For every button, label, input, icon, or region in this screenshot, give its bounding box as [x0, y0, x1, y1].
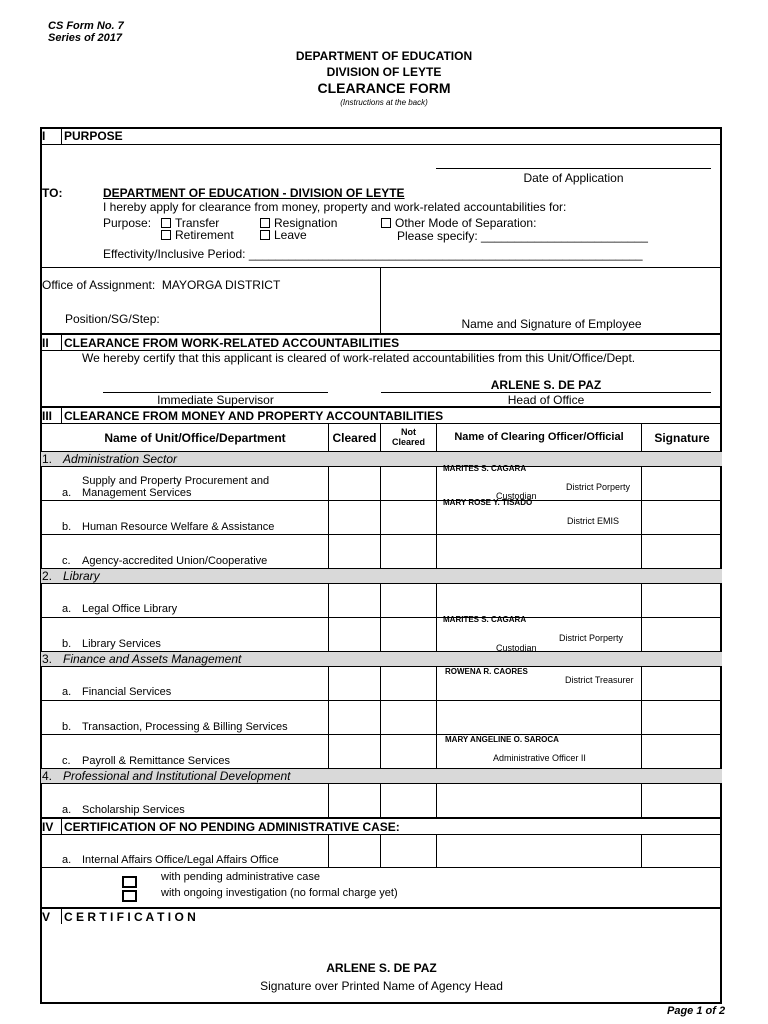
row-supply-property-letter: a.	[62, 487, 72, 499]
section-i-title: PURPOSE	[64, 129, 123, 143]
row-transaction-billing: Transaction, Processing & Billing Services	[82, 721, 288, 733]
leave-checkbox[interactable]	[260, 230, 270, 240]
officer-supply-position-2: Custodian	[496, 491, 537, 501]
officer-financial-name: ROWENA R. CAORES	[445, 667, 528, 676]
ongoing-investigation-label: with ongoing investigation (no formal charge yet)	[161, 887, 398, 899]
row-transaction-letter: b.	[62, 721, 72, 733]
column-header-cleared: Cleared	[332, 431, 377, 445]
head-of-office-name: ARLENE S. DE PAZ	[490, 378, 602, 392]
row-internal-affairs-letter: a.	[62, 854, 72, 866]
officer-payroll-name: MARY ANGELINE O. SAROCA	[445, 735, 559, 744]
section-v-number: V	[42, 910, 51, 924]
purpose-transfer[interactable]: Transfer	[161, 216, 219, 230]
officer-library-position-2: Custodian	[496, 643, 537, 653]
division-heading: DIVISION OF LEYTE	[326, 65, 442, 79]
section-iv-number: IV	[42, 820, 54, 834]
purpose-leave[interactable]: Leave	[260, 228, 307, 242]
officer-supply-position: District Porperty	[566, 482, 631, 492]
employee-signature-label: Name and Signature of Employee	[461, 317, 642, 331]
officer-payroll-position: Administrative Officer II	[493, 753, 586, 763]
transfer-checkbox[interactable]	[161, 218, 171, 228]
row-hr-letter: b.	[62, 521, 72, 533]
purpose-resignation[interactable]: Resignation	[260, 216, 337, 230]
instructions-note: (Instructions at the back)	[340, 98, 428, 107]
row-scholarship-letter: a.	[62, 804, 72, 816]
sector-3-number: 3.	[42, 652, 53, 666]
column-header-unit: Name of Unit/Office/Department	[104, 431, 286, 445]
row-financial-services: Financial Services	[82, 686, 172, 698]
form-number: CS Form No. 7	[48, 20, 124, 32]
sector-2-number: 2.	[42, 569, 53, 583]
row-legal-library-letter: a.	[62, 603, 72, 615]
column-header-signature: Signature	[654, 431, 710, 445]
officer-hr-position: District EMIS	[567, 516, 620, 526]
row-payroll-remittance: Payroll & Remittance Services	[82, 755, 230, 767]
other-mode-checkbox[interactable]	[381, 218, 391, 228]
date-of-application-label: Date of Application	[523, 171, 624, 185]
purpose-other[interactable]: Other Mode of Separation:	[381, 216, 536, 230]
page-number: Page 1 of 2	[667, 1005, 726, 1017]
sector-finance: Finance and Assets Management	[63, 652, 242, 666]
section-ii-number: II	[42, 336, 49, 350]
sector-professional-dev: Professional and Institutional Development	[63, 769, 291, 783]
purpose-label: Purpose:	[103, 216, 152, 230]
row-library-services: Library Services	[82, 638, 161, 650]
officer-hr-name: MARY ROSE Y. TISADO	[443, 498, 533, 507]
section-iii-title: CLEARANCE FROM MONEY AND PROPERTY ACCOUNTABILITIES	[64, 409, 444, 423]
agency-head-signature-label: Signature over Printed Name of Agency Head	[260, 979, 503, 993]
section-ii-title: CLEARANCE FROM WORK-RELATED ACCOUNTABILITIES	[64, 336, 400, 350]
sector-1-number: 1.	[42, 452, 53, 466]
row-legal-library: Legal Office Library	[82, 603, 178, 615]
row-financial-letter: a.	[62, 686, 72, 698]
section-iv-title: CERTIFICATION OF NO PENDING ADMINISTRATIVE CASE:	[64, 820, 400, 834]
row-hr-welfare: Human Resource Welfare & Assistance	[82, 521, 275, 533]
row-scholarship-services: Scholarship Services	[82, 804, 185, 816]
immediate-supervisor-label: Immediate Supervisor	[157, 393, 274, 407]
head-of-office-label: Head of Office	[507, 393, 585, 407]
sector-administration: Administration Sector	[63, 452, 178, 466]
ongoing-investigation-checkbox[interactable]	[122, 890, 137, 902]
officer-library-position: District Porperty	[559, 633, 624, 643]
position-sg-step-label: Position/SG/Step:	[65, 312, 160, 326]
section-i-number: I	[42, 129, 46, 143]
row-union-coop: Agency-accredited Union/Cooperative	[82, 555, 268, 567]
section-v-title: C E R T I F I C A T I O N	[64, 910, 196, 924]
form-series: Series of 2017	[48, 32, 122, 44]
form-title: CLEARANCE FORM	[317, 80, 451, 96]
row-union-letter: c.	[62, 555, 71, 567]
row-internal-affairs: Internal Affairs Office/Legal Affairs Office	[82, 854, 279, 866]
apply-statement: I hereby apply for clearance from money, property and work-related accountabilities for:	[103, 200, 567, 214]
work-clearance-certify: We hereby certify that this applicant is cleared of work-related accountabilities from this Unit/Office/Dept.	[82, 351, 636, 365]
pending-case-checkbox[interactable]	[122, 876, 137, 888]
column-header-not-cleared: Not Cleared	[391, 427, 426, 447]
row-payroll-letter: c.	[62, 755, 71, 767]
officer-supply-name: MARITES S. CAGARA	[443, 464, 527, 473]
pending-case-label: with pending administrative case	[161, 871, 320, 883]
officer-library-name: MARITES S. CAGARA	[443, 615, 527, 624]
officer-financial-position: District Treasurer	[565, 675, 634, 685]
to-label: TO:	[42, 186, 63, 200]
row-library-services-letter: b.	[62, 638, 72, 650]
row-supply-property-line1: Supply and Property Procurement and	[82, 475, 270, 487]
agency-head-name: ARLENE S. DE PAZ	[326, 961, 437, 975]
to-value: DEPARTMENT OF EDUCATION - DIVISION OF LEYTE	[103, 186, 405, 200]
department-heading: DEPARTMENT OF EDUCATION	[295, 49, 473, 63]
retirement-checkbox[interactable]	[161, 230, 171, 240]
purpose-retirement[interactable]: Retirement	[161, 228, 234, 242]
column-header-officer: Name of Clearing Officer/Official	[454, 431, 624, 443]
effectivity-period-field[interactable]: Effectivity/Inclusive Period: ___________________________________________________________	[103, 247, 643, 261]
section-iii-number: III	[42, 409, 53, 423]
office-of-assignment: Office of Assignment: MAYORGA DISTRICT	[42, 278, 281, 292]
please-specify-field[interactable]: Please specify: _________________________	[397, 229, 648, 243]
row-supply-property-line2: Management Services	[82, 487, 192, 499]
resignation-checkbox[interactable]	[260, 218, 270, 228]
sector-library: Library	[63, 569, 100, 583]
sector-4-number: 4.	[42, 769, 53, 783]
